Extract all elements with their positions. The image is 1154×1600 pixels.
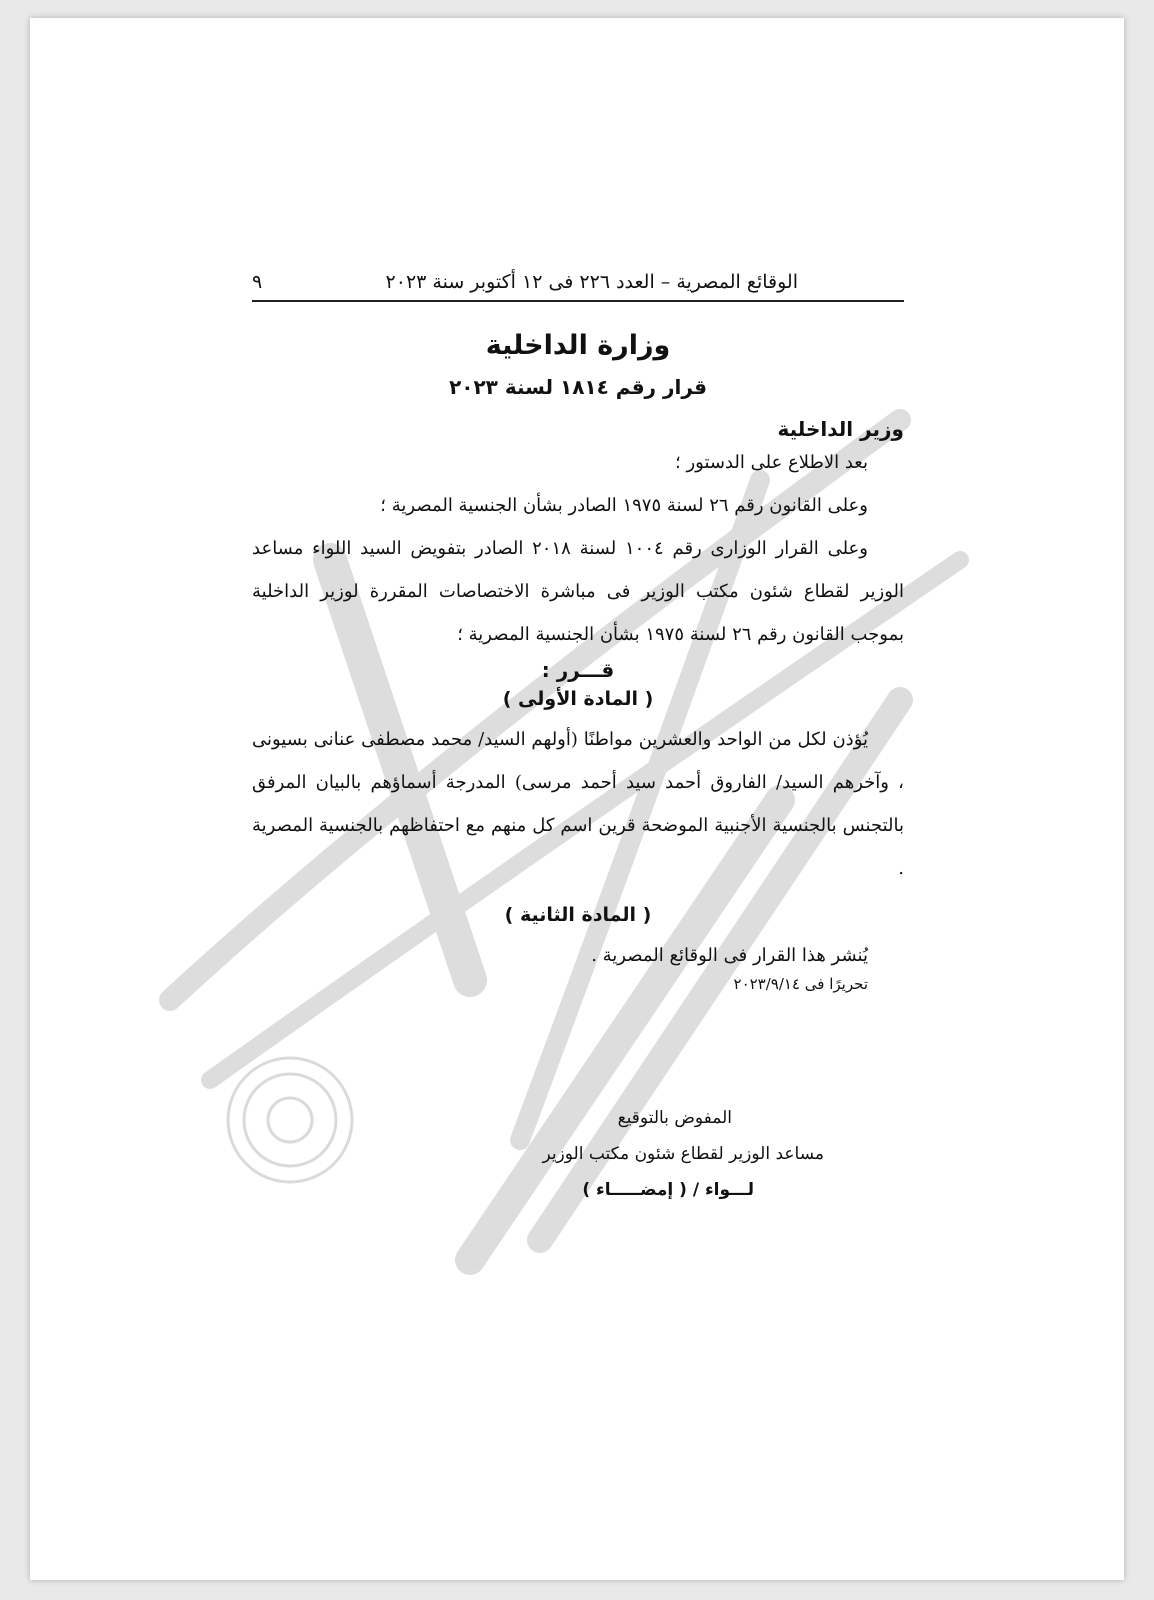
- issue-date: تحريرًا فى ٢٠٢٣/٩/١٤: [733, 975, 868, 993]
- minister-heading: وزير الداخلية: [777, 417, 904, 441]
- page-number: ٩: [252, 271, 263, 293]
- article-2-text: يُنشر هذا القرار فى الوقائع المصرية .: [591, 945, 868, 966]
- document-body: [252, 255, 904, 993]
- decided-heading: قـــرر :: [541, 658, 615, 682]
- signature-position: مساعد الوزير لقطاع شئون مكتب الوزير: [542, 1144, 824, 1164]
- decree-title: قرار رقم ١٨١٤ لسنة ٢٠٢٣: [449, 375, 707, 399]
- signature-block: [494, 1100, 824, 1208]
- preamble-line-1: بعد الاطلاع على الدستور ؛: [675, 452, 868, 473]
- signature-rank: لـــواء / ( إمضـــــاء ): [582, 1180, 754, 1200]
- article-1-text: يُؤذن لكل من الواحد والعشرين مواطنًا (أولهم السيد/ محمد مصطفى عنانى بسيونى ، وآخرهم السيد/ الفاروق أحمد سيد أحمد مرسى) المدرجة أسماؤهم بالبيان المرفق بالتجنس بالجنسية الأجنبية الموضحة قرين اسم كل منهم مع احتفاظهم بالجنسية المصرية .: [252, 729, 904, 879]
- article-1-title: ( المادة الأولى ): [502, 688, 654, 710]
- page-header: [252, 255, 904, 302]
- preamble-line-3: وعلى القرار الوزارى رقم ١٠٠٤ لسنة ٢٠١٨ الصادر بتفويض السيد اللواء مساعد الوزير لقطاع شئون مكتب الوزير فى مباشرة الاختصاصات المقررة لوزير الداخلية بموجب القانون رقم ٢٦ لسنة ١٩٧٥ بشأن الجنسية المصرية ؛: [252, 538, 904, 645]
- article-2-title: ( المادة الثانية ): [504, 904, 652, 926]
- preamble-line-2: وعلى القانون رقم ٢٦ لسنة ١٩٧٥ الصادر بشأن الجنسية المصرية ؛: [380, 495, 868, 516]
- signature-authorized: المفوض بالتوقيع: [617, 1108, 732, 1128]
- gazette-header-title: الوقائع المصرية – العدد ٢٢٦ فى ١٢ أكتوبر سنة ٢٠٢٣: [385, 271, 798, 293]
- ministry-title: وزارة الداخلية: [485, 330, 671, 361]
